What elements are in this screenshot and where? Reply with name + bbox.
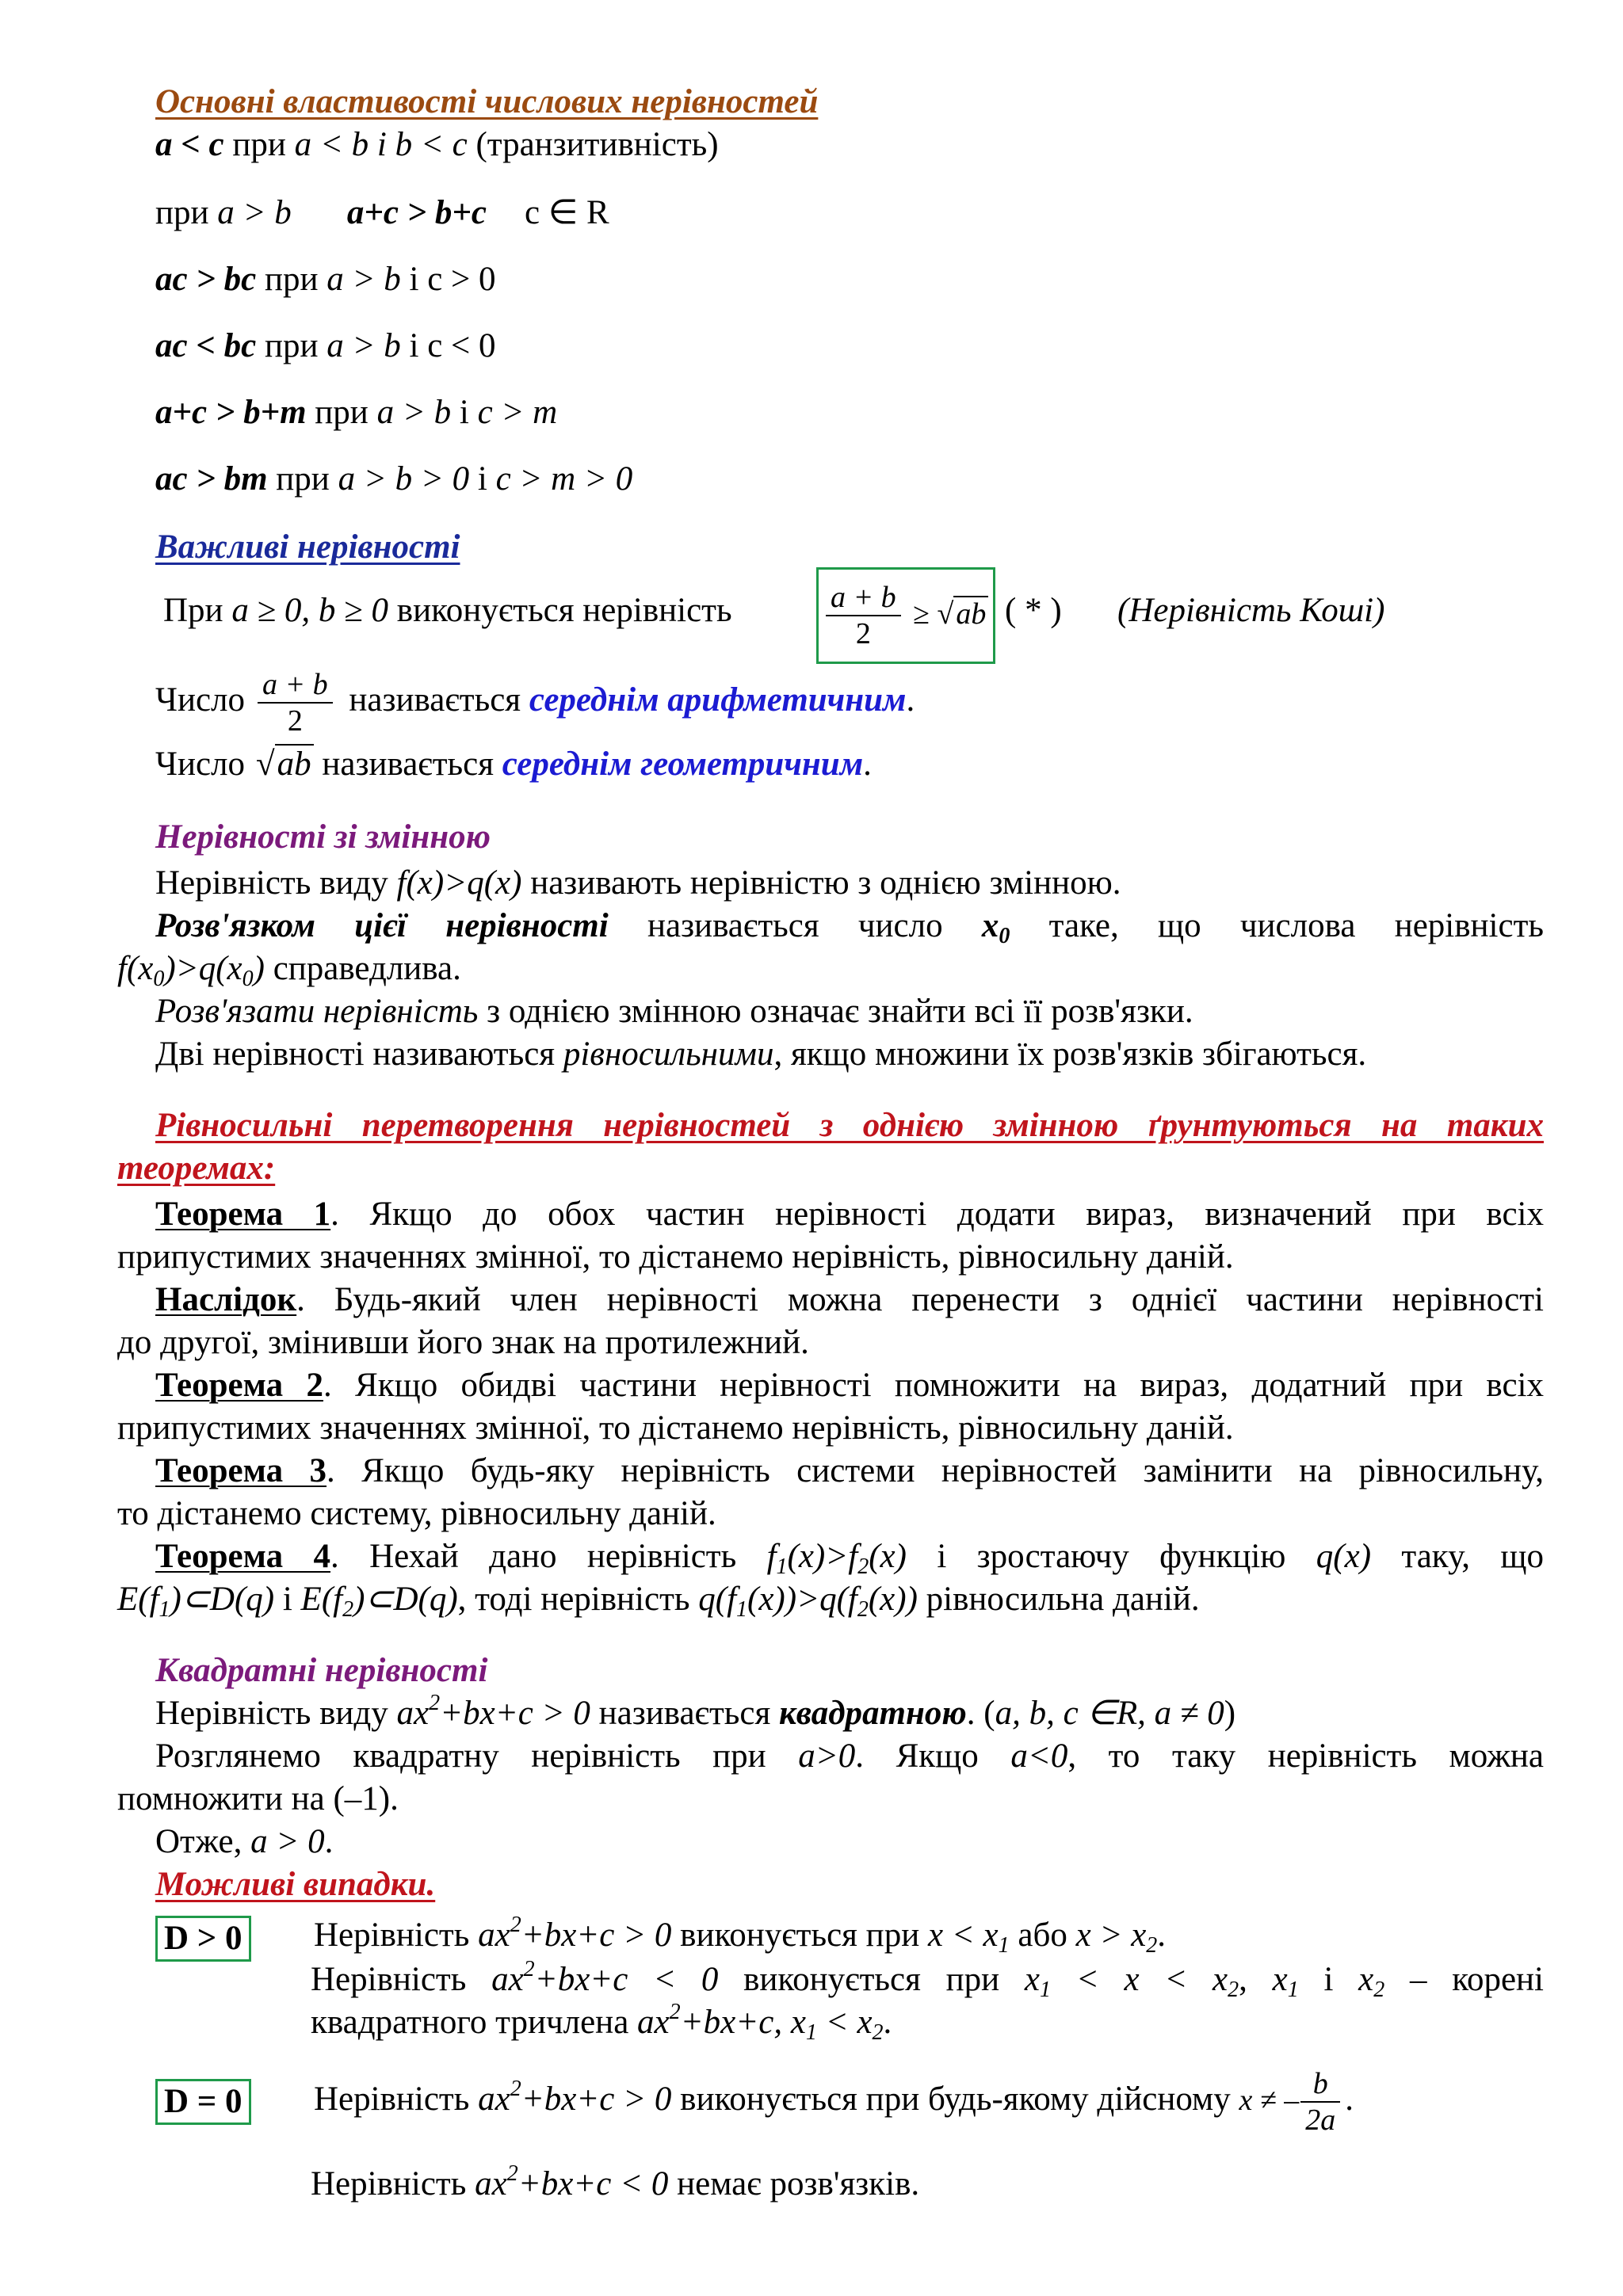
formula (475, 2161, 669, 2203)
formula (1358, 1961, 1385, 2002)
formula: a > b > 0 (338, 460, 470, 498)
case-d-positive-label: D > 0 (155, 1916, 251, 1962)
text: і (469, 460, 496, 498)
case-d-positive-line1 (314, 1914, 1166, 1957)
formula (981, 907, 1010, 948)
formula (117, 950, 265, 991)
corollary-label: Наслідок (155, 1281, 297, 1318)
subscript: 0 (153, 967, 165, 991)
cauchy-formula (821, 570, 988, 656)
text: , то таку нерівність можна (1067, 1737, 1545, 1775)
text: , якщо множини їх розв'язків збігаються. (773, 1035, 1367, 1073)
numerator: a + b (258, 667, 333, 704)
part: x (1024, 1961, 1040, 1998)
text: Нерівність (314, 2081, 479, 2118)
formula (698, 1581, 918, 1622)
text: називається (313, 746, 502, 783)
text: рівносильна даній. (917, 1581, 1200, 1618)
subscript: 2 (872, 2020, 884, 2045)
quadratic-definition (155, 1692, 1235, 1735)
formula: c > m > 0 (495, 460, 633, 498)
text: Нерівність (314, 1917, 479, 1954)
term: Розв'язати нерівність (155, 993, 479, 1030)
text: Число (155, 681, 246, 719)
text: квадратного тричлена (311, 2004, 638, 2041)
text: називається (340, 681, 529, 719)
part: )⊂D(q) (353, 1581, 458, 1618)
formula: a+c > b+c (346, 194, 487, 231)
theorem-4-line2 (117, 1578, 1200, 1621)
formula: a > 0 (250, 1823, 325, 1860)
radicand: ab (953, 596, 988, 631)
text: . Будь-який член нерівності можна перенести з однієї частини нерівності (296, 1281, 1544, 1318)
text: (транзитивність) (467, 126, 719, 163)
formula (637, 2000, 884, 2045)
part: +bx+c > 0 (521, 1917, 672, 1954)
subscript: 1 (998, 1933, 1010, 1958)
corollary-line2: до другої, змінивши його знак на протилежний. (117, 1324, 809, 1361)
sqrt: √ab (938, 596, 989, 631)
subscript: 2 (857, 1597, 869, 1622)
case-d-zero-line2 (311, 2163, 919, 2206)
text: виконується нерівність (388, 592, 732, 629)
part: (x) (869, 1538, 907, 1575)
subscript: 1 (805, 2020, 817, 2045)
text: і c > 0 (400, 261, 496, 298)
text: справедлива. (264, 950, 461, 987)
part: < x (816, 2004, 873, 2041)
text: , (1239, 1961, 1273, 1998)
text: . Якщо будь-яку нерівність системи нерівностей замінити на рівносильну, (327, 1452, 1545, 1489)
text: . Нехай дано нерівність (330, 1538, 767, 1575)
formula: a > b (376, 394, 452, 431)
text: при (155, 194, 218, 231)
formula: a < c (155, 126, 224, 163)
formula (927, 1917, 1010, 1958)
formula: ac > bm (155, 460, 268, 498)
property-multiply-positive (155, 258, 496, 301)
formula (478, 2077, 672, 2118)
subscript: 2 (1373, 1978, 1385, 2002)
part: (x))>q(f (747, 1581, 857, 1618)
formula (300, 1581, 458, 1622)
text: . (1157, 1917, 1167, 1954)
subscript: 2 (342, 1597, 354, 1622)
text: і зростаючу функцію (906, 1538, 1316, 1575)
text: ) (1224, 1695, 1236, 1732)
heading-properties: Основні властивості числових нерівностей (155, 83, 819, 120)
term: Розв'язком цієї нерівності (155, 907, 609, 944)
text: Число (155, 746, 246, 783)
subscript: 2 (1228, 1978, 1239, 2002)
cauchy-name: (Нерівність Коші) (1117, 592, 1385, 629)
formula: f(x)>q(x) (396, 864, 522, 902)
part: ax (396, 1695, 430, 1732)
part: f (766, 1538, 777, 1575)
formula: ac < bc (155, 327, 257, 364)
solve-definition (155, 990, 1193, 1033)
property-add-inequalities (155, 391, 557, 434)
text: Нерівність (311, 1961, 492, 1998)
text: таку, що (1371, 1538, 1544, 1575)
text: . Якщо обидві частини нерівності помножити на вираз, додатний при всіх (323, 1367, 1545, 1404)
theorem-label: Теорема 3 (155, 1452, 327, 1489)
subscript: 2 (857, 1554, 869, 1579)
formula: c ∈ R (525, 194, 609, 231)
formula: a<0 (1010, 1737, 1068, 1775)
text: при (256, 261, 327, 298)
formula (117, 1581, 275, 1622)
theorem-1-line1 (155, 1193, 1544, 1236)
theorem-3-line1 (155, 1450, 1544, 1493)
text: . (883, 2004, 892, 2041)
text: таке, що числова нерівність (1010, 907, 1544, 944)
formula: ac > bc (155, 261, 257, 298)
formula: c > m (477, 394, 558, 431)
equivalent-definition (155, 1033, 1366, 1076)
part: +bx+c, x (680, 2004, 806, 2041)
property-transitivity (155, 124, 719, 166)
text: Дві нерівності називаються (155, 1035, 563, 1073)
formula (1075, 1917, 1158, 1958)
cauchy-inequality-line (163, 589, 732, 632)
case-d-positive-line2 (311, 1958, 1544, 2001)
text: . (324, 1823, 334, 1860)
theorem-3-line2: то дістанемо систему, рівносильну даній. (117, 1495, 716, 1532)
heading-possible-cases: Можливі випадки. (155, 1866, 436, 1903)
formula (1024, 1961, 1239, 2002)
subscript: 1 (776, 1554, 788, 1579)
fraction (258, 667, 333, 738)
part: ax (637, 2004, 670, 2041)
property-addition (155, 192, 609, 235)
text: з однією змінною означає знайти всі її розв'язки. (478, 993, 1193, 1030)
theorem-1-line2: припустимих значеннях змінної, то дістанемо нерівність, рівносильну даній. (117, 1238, 1234, 1276)
text: . (906, 681, 915, 719)
part: x > x (1075, 1917, 1147, 1954)
text: Отже, (155, 1823, 251, 1860)
part: E(f (117, 1581, 159, 1618)
formula: a > b (327, 261, 401, 298)
formula: a, b, c ∈R, a ≠ 0 (995, 1695, 1224, 1732)
heading-important-inequalities: Важливі нерівності (155, 528, 460, 566)
text: при (306, 394, 377, 431)
part: E(f (300, 1581, 343, 1618)
text: , тоді нерівність (457, 1581, 699, 1618)
part: ax (475, 2165, 507, 2203)
corollary-line1 (155, 1279, 1544, 1322)
superscript: 2 (523, 1957, 535, 1981)
text: і (1298, 1961, 1359, 1998)
case-d-positive-line3 (311, 2001, 892, 2044)
part: +bx+c < 0 (534, 1961, 719, 1998)
case-d-zero-label: D = 0 (155, 2079, 251, 2125)
part: ax (478, 2081, 510, 2118)
text: називається число (608, 907, 982, 944)
text: і (451, 394, 478, 431)
numerator: b (1300, 2066, 1340, 2103)
formula (1272, 1961, 1299, 2002)
variable-definition (155, 862, 1121, 905)
formula: x ≠ – (1239, 2084, 1300, 2117)
theorem-2-line1 (155, 1364, 1544, 1407)
text: . Якщо (855, 1737, 1011, 1775)
operator: ≥ (905, 597, 938, 631)
part: < x < x (1050, 1961, 1228, 1998)
geometric-mean-line (155, 743, 872, 786)
property-multiply-negative (155, 325, 496, 368)
theorem-label: Теорема 4 (155, 1538, 330, 1575)
subscript: 1 (736, 1597, 748, 1622)
part: x (1358, 1961, 1374, 1998)
theorem-label: Теорема 1 (155, 1196, 331, 1233)
term: рівносильними (563, 1035, 774, 1073)
part: x < x (927, 1917, 999, 1954)
part: )>q(x (164, 950, 242, 987)
theorem-2-line2: припустимих значеннях змінної, то дістанемо нерівність, рівносильну даній. (117, 1409, 1234, 1447)
text: при (223, 126, 295, 163)
formula: a>0 (798, 1737, 856, 1775)
property-multiply-inequalities (155, 458, 632, 501)
part: f(x (117, 950, 154, 987)
formula (478, 1913, 672, 1954)
text: . (863, 746, 872, 783)
text: . (1345, 2081, 1354, 2118)
quadratic-consider-line1 (155, 1735, 1544, 1778)
formula: a+c > b+m (155, 394, 307, 431)
heading-equivalent-transformations-cont: теоремах: (117, 1150, 276, 1187)
term: квадратною (779, 1695, 967, 1732)
heading-inequalities-with-variable: Нерівності зі змінною (155, 818, 491, 856)
subscript: 0 (242, 967, 254, 991)
text: виконується при будь-якому дійсному (671, 2081, 1239, 2118)
part: x (1272, 1961, 1288, 1998)
arithmetic-mean-line (155, 656, 915, 745)
text: Нерівність виду (155, 1695, 397, 1732)
part: )⊂D(q) (170, 1581, 275, 1618)
part: ax (478, 1917, 510, 1954)
text: і c < 0 (400, 327, 496, 364)
denominator: 2a (1305, 2103, 1336, 2138)
part: +bx+c > 0 (521, 2081, 672, 2118)
formula (766, 1538, 907, 1579)
part: ax (491, 1961, 524, 1998)
part: (x)) (868, 1581, 918, 1618)
part: ) (253, 950, 265, 987)
text: При (163, 592, 232, 629)
subscript: 1 (158, 1597, 170, 1622)
sqrt: √ab (256, 746, 314, 783)
heading-quadratic-inequalities: Квадратні нерівності (155, 1652, 488, 1689)
text: . Якщо до обох частин нерівності додати вираз, визначений при всіх (330, 1196, 1544, 1233)
numerator: a + b (826, 580, 901, 616)
superscript: 2 (506, 2161, 518, 2186)
subscript: 2 (1146, 1933, 1158, 1958)
quadratic-consider-line2: помножити на (–1). (117, 1780, 399, 1817)
formula: a > b (327, 327, 401, 364)
text: виконується при (671, 1917, 928, 1954)
part: q(f (698, 1581, 737, 1618)
solution-definition-line2 (117, 948, 461, 990)
text: Розглянемо квадратну нерівність при (155, 1737, 799, 1775)
part: +bx+c > 0 (440, 1695, 590, 1732)
formula: a ≥ 0, b ≥ 0 (231, 592, 389, 629)
text: називають нерівністю з однією змінною. (521, 864, 1121, 902)
text: називається (590, 1695, 779, 1732)
text: Нерівність (311, 2165, 475, 2203)
radicand: ab (275, 744, 314, 783)
subscript: 1 (1287, 1978, 1299, 2002)
formula (396, 1691, 590, 1732)
subscript: 1 (1039, 1978, 1051, 2002)
superscript: 2 (669, 2000, 681, 2024)
text: немає розв'язків. (668, 2165, 920, 2203)
text: або (1009, 1917, 1076, 1954)
text: і (274, 1581, 301, 1618)
quadratic-therefore (155, 1821, 333, 1863)
var: x (981, 907, 999, 944)
part: (x)>f (787, 1538, 858, 1575)
part: +bx+c < 0 (517, 2165, 669, 2203)
formula: a > b (217, 194, 292, 231)
case-d-zero-line1 (314, 2057, 1354, 2142)
theorem-4-line1 (155, 1535, 1544, 1578)
superscript: 2 (510, 2077, 521, 2101)
superscript: 2 (429, 1691, 441, 1715)
text: виконується при (718, 1961, 1025, 1998)
subscript: 0 (999, 924, 1010, 948)
formula: q(x) (1316, 1538, 1372, 1575)
text: . ( (966, 1695, 995, 1732)
fraction (826, 580, 901, 651)
solution-definition-line1 (155, 905, 1544, 948)
cauchy-star: ( * ) (1005, 592, 1062, 629)
denominator: 2 (855, 617, 871, 651)
text: Нерівність виду (155, 864, 397, 902)
heading-equivalent-transformations: Рівносильні перетворення нерівностей з однією змінною ґрунтуються на таких (155, 1107, 1544, 1144)
theorem-label: Теорема 2 (155, 1367, 323, 1404)
superscript: 2 (510, 1913, 521, 1937)
text: – корені (1384, 1961, 1544, 1998)
denominator: 2 (287, 704, 303, 738)
formula (491, 1957, 719, 1998)
fraction (1300, 2066, 1340, 2138)
term: середнім арифметичним (529, 681, 907, 719)
term: середнім геометричним (502, 746, 864, 783)
text: при (256, 327, 327, 364)
text: при (267, 460, 338, 498)
formula: a < b і b < c (294, 126, 468, 163)
